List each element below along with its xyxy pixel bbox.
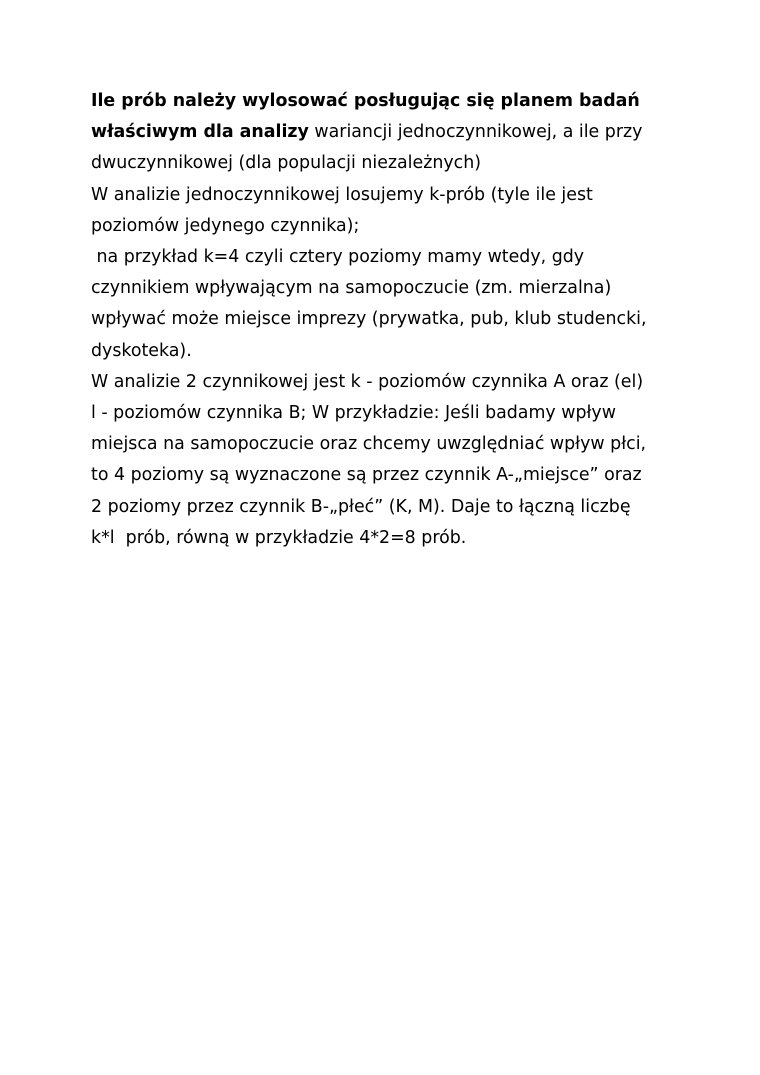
document-body xyxy=(91,86,681,554)
text-line-14: 2 poziomy przez czynnik B-„płeć” (K, M). Daje to łączną liczbę xyxy=(91,496,631,517)
text-line-8: wpływać może miejsce imprezy (prywatka, pub, klub studencki, xyxy=(91,309,647,330)
text-line-12: miejsca na samopoczucie oraz chcemy uwzględniać wpływ płci, xyxy=(91,434,647,455)
text-line-6: na przykład k=4 czyli cztery poziomy mamy wtedy, gdy xyxy=(91,247,585,268)
text-line-1 xyxy=(91,86,681,117)
text-line-4: W analizie jednoczynnikowej losujemy k-prób (tyle ile jest xyxy=(91,184,593,205)
text-line-15: k*l prób, równą w przykładzie 4*2=8 prób. xyxy=(91,527,467,548)
bold-question-part-2: właściwym dla analizy xyxy=(91,122,309,143)
text-line-9: dyskoteka). xyxy=(91,340,192,361)
text-line-5: poziomów jedynego czynnika); xyxy=(91,215,360,236)
text-line-11: l - poziomów czynnika B; W przykładzie: Jeśli badamy wpływ xyxy=(91,403,616,424)
text-line-3: dwuczynnikowej (dla populacji niezależnych) xyxy=(91,153,482,174)
text-line-2 xyxy=(91,117,681,148)
bold-question-part-1: Ile prób należy wylosować posługując się planem badań xyxy=(91,91,640,111)
text-line-10: W analizie 2 czynnikowej jest k - poziomów czynnika A oraz (el) xyxy=(91,371,644,392)
text-line-7: czynnikiem wpływającym na samopoczucie (zm. mierzalna) xyxy=(91,278,612,299)
question-continuation: wariancji jednoczynnikowej, a ile przy xyxy=(308,122,643,143)
text-line-13: to 4 poziomy są wyznaczone są przez czynnik A-„miejsce” oraz xyxy=(91,465,642,486)
